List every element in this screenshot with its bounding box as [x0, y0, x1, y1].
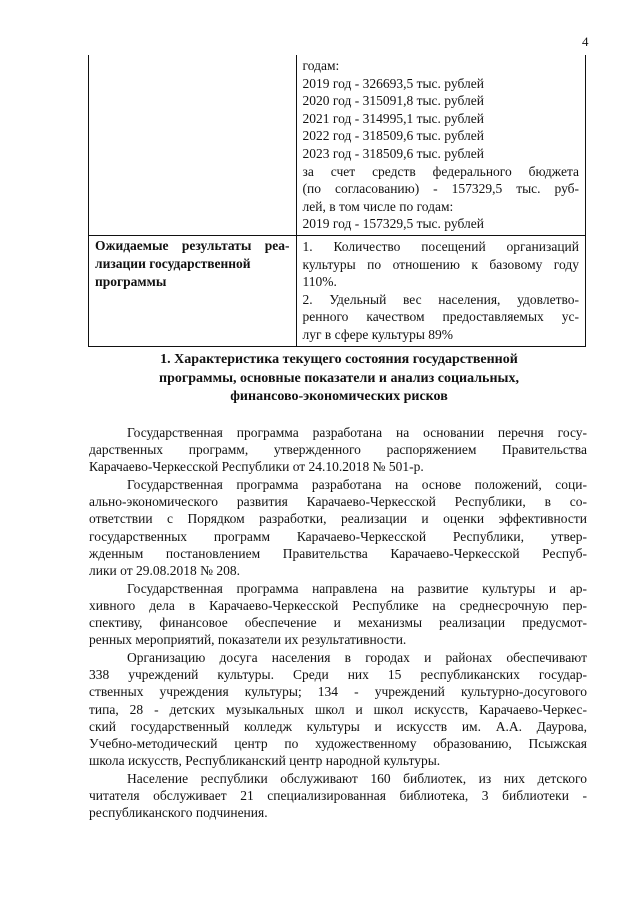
- paragraph-line: спективу, финансовое обеспечение и механизмы реализации предусмот-: [89, 615, 587, 631]
- results-label-line: программы: [95, 273, 167, 289]
- results-label-line: Ожидаемые результаты реа-: [95, 237, 290, 253]
- paragraph-line: типа, 28 - детских музыкальных школ и школ искусств, Карачаево-Черкес-: [89, 701, 587, 717]
- paragraph-line: читателя обслуживает 21 специализированная библиотека, 3 библиотеки -: [89, 787, 587, 803]
- funding-line: за счет средств федерального бюджета: [302, 163, 579, 179]
- funding-line: 2021 год - 314995,1 тыс. рублей: [302, 110, 484, 126]
- paragraph-line: Государственная программа разработана на основании перечня госу-: [127, 425, 587, 440]
- paragraph-line: 338 учреждений культуры. Среди них 15 республиканских государ-: [89, 667, 587, 683]
- paragraph: [89, 770, 587, 821]
- results-value-cell: [296, 235, 585, 346]
- results-line: 2. Удельный вес населения, удовлетво-: [302, 291, 579, 307]
- paragraph-line: ально-экономического развития Карачаево-Черкесской Республики, в со-: [89, 494, 587, 510]
- paragraph: [89, 580, 587, 648]
- section-heading-line: финансово-экономических рисков: [230, 389, 448, 404]
- page-number: 4: [582, 34, 589, 49]
- funding-line: лей, в том числе по годам:: [302, 198, 454, 214]
- paragraph-line: хивного дела в Карачаево-Черкесской Республике на среднесрочную пер-: [89, 597, 587, 613]
- paragraph-line: государственных программ Карачаево-Черкесской Республики, утвер-: [89, 528, 587, 544]
- paragraph: [89, 476, 587, 579]
- section-heading-line: 1. Характеристика текущего состояния государственной: [160, 352, 518, 367]
- results-line: 1. Количество посещений организаций: [302, 238, 579, 254]
- paragraph: [89, 649, 587, 769]
- paragraph-line: Государственная программа направлена на развитие культуры и ар-: [127, 580, 587, 596]
- funding-value-cell: [296, 55, 585, 235]
- paragraph-line: республиканского подчинения.: [89, 805, 268, 821]
- funding-line: (по согласованию) - 157329,5 тыс. руб-: [302, 181, 579, 197]
- funding-line: 2019 год - 157329,5 тыс. рублей: [302, 216, 484, 232]
- paragraph-line: ственных учреждения культуры; 134 - учреждений культурно-досугового: [89, 684, 587, 700]
- results-line: луг в сфере культуры 89%: [302, 326, 454, 342]
- body-text: [89, 424, 587, 822]
- paragraph-line: ский государственный колледж культуры и искусств им. А.А. Даурова,: [89, 718, 587, 734]
- results-line: 110%.: [302, 274, 337, 290]
- paragraph-line: Население республики обслуживают 160 библиотек, из них детского: [127, 770, 587, 786]
- paragraph-line: лики от 29.08.2018 № 208.: [89, 562, 240, 578]
- results-label-line: лизации государственной: [95, 255, 251, 271]
- funding-line: 2019 год - 326693,5 тыс. рублей: [302, 75, 484, 91]
- paragraph: [89, 424, 587, 475]
- paragraph-line: Карачаево-Черкесской Республики от 24.10.2018 № 501-р.: [89, 459, 424, 475]
- section-heading-line: программы, основные показатели и анализ социальных,: [159, 370, 519, 386]
- paragraph-line: Организацию досуга населения в городах и районах обеспечивают: [127, 650, 587, 666]
- funding-line: 2023 год - 318509,6 тыс. рублей: [302, 145, 484, 161]
- funding-row: [89, 55, 586, 235]
- paragraph-line: ответствии с Порядком разработки, реализации и оценки эффективности: [89, 511, 587, 527]
- paragraph-line: ренных мероприятий, показатели их результативности.: [89, 632, 407, 648]
- paragraph-line: Учебно-методический центр по художественному образованию, Псыжская: [89, 735, 587, 751]
- paragraph-line: жденным постановлением Правительства Карачаево-Черкесской Респуб-: [89, 545, 587, 561]
- funding-line: 2022 год - 318509,6 тыс. рублей: [302, 128, 484, 144]
- paragraph-line: Государственная программа разработана на основе положений, соци-: [127, 477, 587, 493]
- funding-line: 2020 год - 315091,8 тыс. рублей: [302, 93, 484, 109]
- results-label-cell: [89, 235, 297, 346]
- paragraph-line: дарственных программ, утвержденного распоряжением Правительства: [89, 442, 587, 458]
- funding-label-cell: [89, 55, 297, 235]
- paragraph-line: школа искусств, Республиканский центр народной культуры.: [89, 752, 441, 768]
- results-line: ренного качеством предоставляемых ус-: [302, 309, 579, 325]
- results-row: [89, 235, 586, 346]
- funding-line: годам:: [302, 58, 340, 73]
- passport-table: [88, 55, 586, 347]
- section-heading: [90, 351, 588, 407]
- results-line: культуры по отношению к базовому году: [302, 256, 579, 272]
